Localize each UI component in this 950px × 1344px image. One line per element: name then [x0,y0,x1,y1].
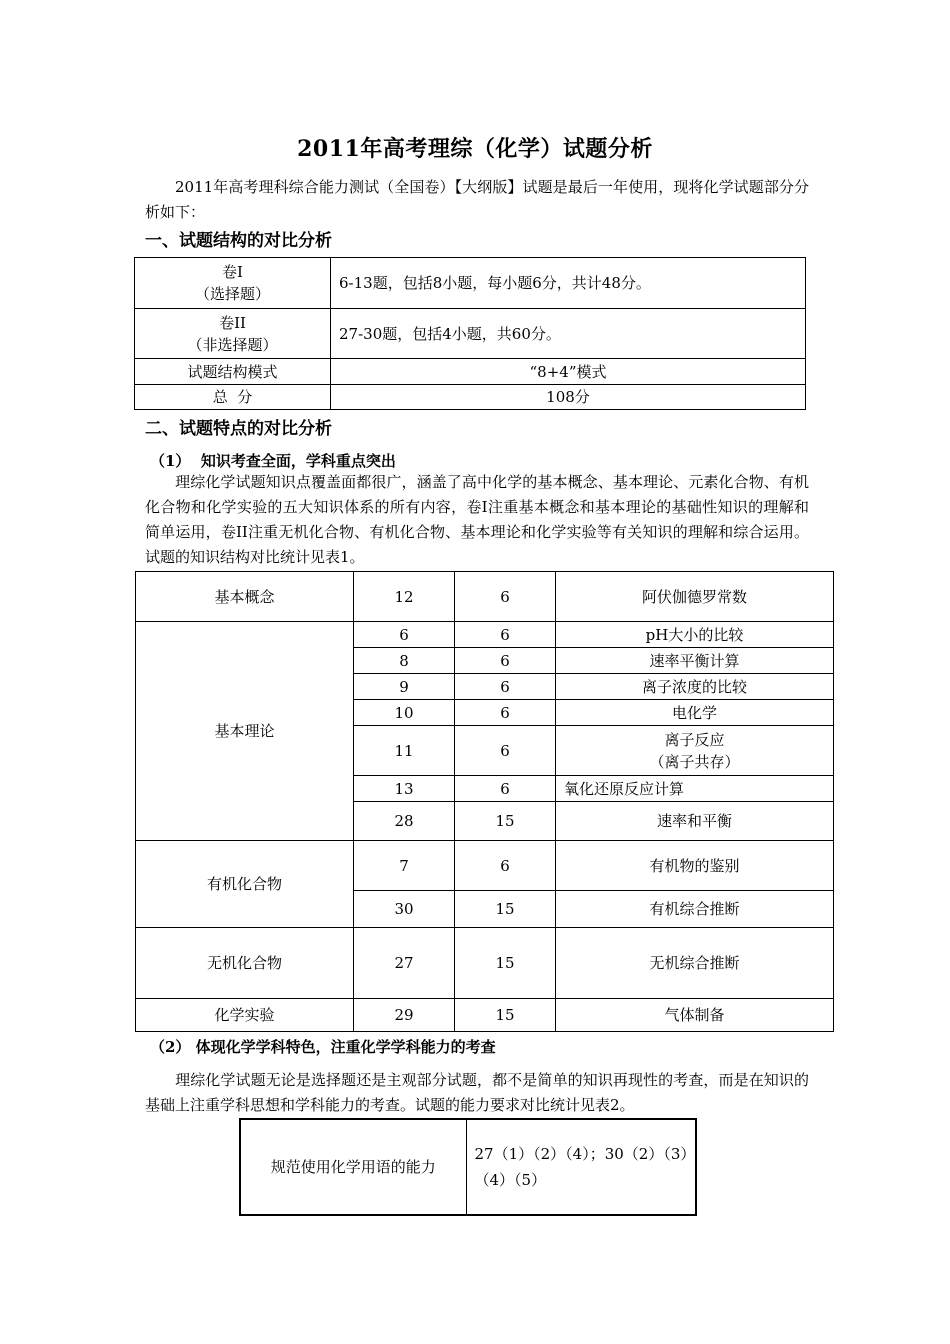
category-cell: 基本概念 [136,572,354,622]
paper2-label: 卷II （非选择题） [135,309,331,359]
question-cell: 11 [354,726,455,776]
subsection2-heading: （2） 体现化学学科特色，注重化学学科能力的考查 [150,1038,496,1056]
section2-heading: 二、试题特点的对比分析 [145,419,332,439]
topic-cell: 离子反应 （离子共存） [556,726,834,776]
score-cell: 15 [455,999,556,1032]
topic-cell: 有机物的鉴别 [556,841,834,891]
question-cell: 10 [354,700,455,726]
topic-cell: 无机综合推断 [556,928,834,999]
question-cell: 27 [354,928,455,999]
table-row [135,359,806,385]
knowledge-table [135,571,834,1032]
score-cell: 6 [455,700,556,726]
total-label: 总 分 [135,385,331,410]
subsection2-paragraph: 理综化学试题无论是选择题还是主观部分试题，都不是简单的知识再现性的考查，而是在知识的基础上注重学科思想和学科能力的考查。试题的能力要求对比统计见表2。 [145,1071,809,1114]
topic-cell: 速率和平衡 [556,802,834,841]
subsection1-heading: （1） 知识考查全面，学科重点突出 [150,452,396,470]
category-cell: 化学实验 [136,999,354,1032]
question-cell: 12 [354,572,455,622]
page-title: 2011年高考理综（化学）试题分析 [297,136,653,162]
question-cell: 9 [354,674,455,700]
category-cell: 有机化合物 [136,841,354,928]
score-cell: 6 [455,648,556,674]
table-row [135,309,806,359]
question-cell: 29 [354,999,455,1032]
table-row [135,385,806,410]
question-cell: 6 [354,622,455,648]
question-cell: 8 [354,648,455,674]
structure-mode-label: 试题结构模式 [135,359,331,385]
table-row [136,622,834,648]
structure-mode-content: “8+4”模式 [331,359,806,385]
table-row [136,841,834,891]
section1-heading: 一、试题结构的对比分析 [145,231,332,251]
question-cell: 28 [354,802,455,841]
score-cell: 6 [455,776,556,802]
ability-table [239,1118,697,1216]
total-content: 108分 [331,385,806,410]
table-row [136,999,834,1032]
ability-cell: 规范使用化学用语的能力 [240,1119,466,1215]
table-row [136,928,834,999]
topic-cell: 离子浓度的比较 [556,674,834,700]
score-cell: 15 [455,802,556,841]
topic-cell: 有机综合推断 [556,891,834,928]
category-cell: 基本理论 [136,622,354,841]
category-cell: 无机化合物 [136,928,354,999]
score-cell: 15 [455,891,556,928]
score-cell: 6 [455,572,556,622]
ability-questions-cell: 27（1）（2）（4）；30（2）（3）（4）（5） [466,1119,696,1215]
score-cell: 6 [455,726,556,776]
paper1-label: 卷I （选择题） [135,258,331,309]
intro-paragraph: 2011年高考理科综合能力测试（全国卷）【大纲版】试题是最后一年使用，现将化学试题部分分析如下： [145,178,809,221]
table-row [240,1119,696,1215]
score-cell: 6 [455,841,556,891]
topic-cell: 阿伏伽德罗常数 [556,572,834,622]
paper1-content: 6-13题，包括8小题，每小题6分，共计48分。 [331,258,806,309]
question-cell: 7 [354,841,455,891]
score-cell: 6 [455,674,556,700]
paper2-content: 27-30题，包括4小题，共60分。 [331,309,806,359]
table-row [136,572,834,622]
score-cell: 6 [455,622,556,648]
topic-cell: 电化学 [556,700,834,726]
question-cell: 13 [354,776,455,802]
question-cell: 30 [354,891,455,928]
topic-cell: 速率平衡计算 [556,648,834,674]
topic-cell: 气体制备 [556,999,834,1032]
topic-cell: 氧化还原反应计算 [556,776,834,802]
structure-table [134,257,806,410]
topic-cell: pH大小的比较 [556,622,834,648]
table-row [135,258,806,309]
score-cell: 15 [455,928,556,999]
subsection1-paragraph: 理综化学试题知识点覆盖面都很广，涵盖了高中化学的基本概念、基本理论、元素化合物、有机化合物和化学实验的五大知识体系的所有内容，卷I注重基本概念和基本理论的基础性知识的理解和简单运用，卷II注重无机化合物、有机化合物、基本理论和化学实验等有关知识的理解和综合运用。试题的知识结构对比统计见表1。 [145,473,809,566]
